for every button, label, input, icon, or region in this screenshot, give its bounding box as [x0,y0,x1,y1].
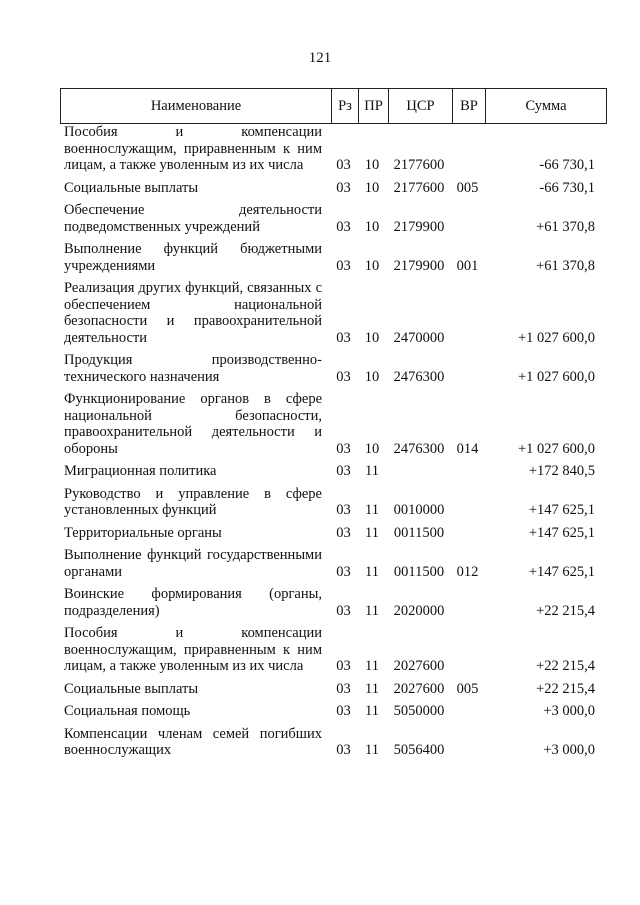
row-name: Компенсации членам семей погибших военнослужащих [64,725,322,758]
row-rz: 03 [336,463,351,479]
table-row [60,241,607,274]
row-csr: 2027600 [393,658,445,674]
row-csr: 2470000 [393,329,445,346]
row-csr: 2179900 [393,218,445,235]
row-rz: 03 [336,257,351,274]
page-number: 121 [308,50,332,66]
table-row [60,525,607,542]
table-row [60,726,607,759]
row-pr: 11 [365,680,379,697]
row-rz: 03 [336,703,351,719]
row-name: Реализация других функций, связанных с обеспечением национальной безопасности и правоохранительной деятельности [64,280,322,346]
table-header [60,88,607,124]
row-pr: 10 [364,329,380,346]
row-rz: 03 [336,563,351,580]
header-sum: Сумма [485,89,606,123]
row-name: Воинские формирования (органы, подразделения) [64,586,322,619]
row-pr: 10 [364,440,380,457]
row-rz: 03 [336,368,351,385]
row-pr: 11 [365,563,379,580]
row-sum: +3 000,0 [543,703,595,719]
table-row [60,463,607,480]
row-pr: 11 [365,703,379,719]
table-row [60,547,607,580]
header-pr: ПР [358,89,388,123]
row-rz: 03 [336,440,351,457]
row-csr: 2476300 [393,440,445,457]
row-sum: +172 840,5 [528,463,595,479]
table-row [60,625,607,675]
row-name: Территориальные органы [64,524,222,541]
table-row [60,391,607,457]
row-rz: 03 [336,658,351,674]
row-name: Выполнение функций бюджетными учреждениями [64,241,322,274]
row-name: Продукция производственно-технического назначения [64,352,322,385]
row-sum: +22 215,4 [536,680,595,697]
row-pr: 10 [364,368,380,385]
row-csr: 2020000 [393,602,445,619]
table-row [60,124,607,174]
row-rz: 03 [336,179,351,196]
row-pr: 11 [365,742,379,758]
row-pr: 11 [365,502,379,518]
row-rz: 03 [336,329,351,346]
row-pr: 10 [364,218,380,235]
header-name: Наименование [150,98,242,114]
row-csr: 0010000 [393,502,445,518]
table-row [60,280,607,346]
row-pr: 10 [364,157,380,173]
row-csr: 5056400 [393,742,445,758]
row-rz: 03 [336,602,351,619]
row-sum: +1 027 600,0 [517,440,595,457]
row-name: Социальная помощь [64,703,191,719]
row-rz: 03 [336,502,351,518]
row-name: Миграционная политика [64,463,217,479]
row-pr: 11 [365,658,379,674]
row-name: Социальные выплаты [64,680,199,697]
row-name: Социальные выплаты [64,179,199,196]
row-sum: +147 625,1 [528,502,595,518]
row-vr: 005 [456,179,479,196]
row-sum: +22 215,4 [536,658,595,674]
table-row [60,486,607,519]
row-rz: 03 [336,218,351,235]
row-pr: 11 [365,463,379,479]
row-sum: +22 215,4 [536,602,595,619]
row-csr: 2027600 [393,680,445,697]
row-name: Обеспечение деятельности подведомственных учреждений [64,202,322,235]
row-pr: 11 [365,602,379,619]
row-csr: 0011500 [393,563,445,580]
table-body [60,124,607,765]
row-csr: 2177600 [393,157,445,173]
table-row [60,180,607,197]
row-vr: 001 [456,257,479,274]
row-sum: +147 625,1 [528,524,595,541]
table-row [60,352,607,385]
row-csr: 2476300 [393,368,445,385]
row-sum: +1 027 600,0 [517,329,595,346]
row-rz: 03 [336,524,351,541]
row-name: Функционирование органов в сфере национальной безопасности, правоохранительной деятельности и обороны [64,391,322,457]
row-pr: 10 [364,257,380,274]
row-vr: 014 [456,440,479,457]
row-name: Руководство и управление в сфере установленных функций [64,485,322,518]
row-rz: 03 [336,742,351,758]
row-csr: 5050000 [393,703,445,719]
row-pr: 10 [364,179,380,196]
table-row [60,586,607,619]
row-sum: +61 370,8 [536,218,595,235]
row-name: Пособия и компенсации военнослужащим, приравненным к ним лицам, а также уволенным из их числа [64,124,322,173]
row-csr: 0011500 [393,524,445,541]
header-rz: Рз [331,89,358,123]
row-pr: 11 [365,524,379,541]
row-sum: +147 625,1 [528,563,595,580]
table-row [60,703,607,720]
row-sum: -66 730,1 [539,157,595,173]
row-vr: 005 [456,680,479,697]
table-row [60,681,607,698]
row-sum: -66 730,1 [539,179,595,196]
row-vr: 012 [456,563,479,580]
row-rz: 03 [336,680,351,697]
row-name: Выполнение функций государственными органами [64,547,322,580]
row-sum: +1 027 600,0 [517,368,595,385]
header-vr: ВР [452,89,485,123]
header-csr: ЦСР [388,89,452,123]
row-csr: 2179900 [393,257,445,274]
row-csr: 2177600 [393,179,445,196]
row-name: Пособия и компенсации военнослужащим, приравненным к ним лицам, а также уволенным из их числа [64,625,322,674]
row-rz: 03 [336,157,351,173]
table-row [60,202,607,235]
row-sum: +3 000,0 [543,742,595,758]
row-sum: +61 370,8 [536,257,595,274]
